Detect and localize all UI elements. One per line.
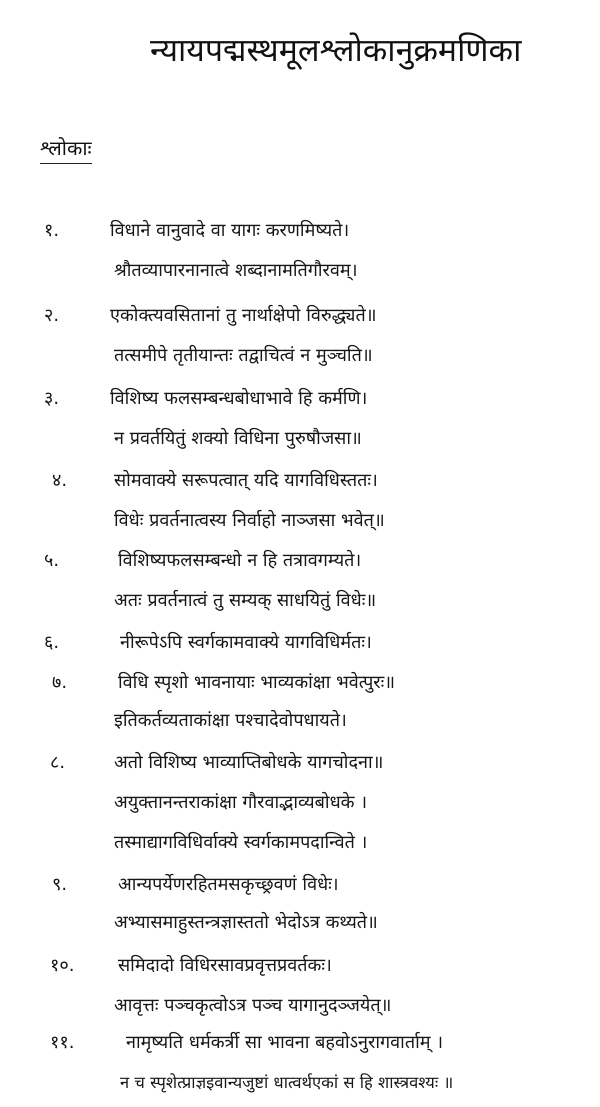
- verse-line: आवृत्तः पञ्चकृत्वोऽत्र पञ्च यागानुदञ्जयेत्॥: [114, 995, 392, 1016]
- verse-line: आन्यपर्येणरहितमसकृच्छ्रवणं विधेः।: [118, 874, 339, 895]
- verse-line: अभ्यासमाहुस्तन्त्रज्ञास्ततो भेदोऽत्र कथ्यते॥: [114, 912, 378, 933]
- verse-number: १०.: [50, 955, 75, 976]
- verse-line: तत्समीपे तृतीयान्तः तद्वाचित्वं न मुञ्चति॥: [114, 345, 373, 366]
- verse-line: नामृष्यति धर्मकर्त्री सा भावना बहवोऽनुरागवार्ताम् ।: [126, 1032, 444, 1053]
- verse-line: न प्रवर्तयितुं शक्यो विधिना पुरुषौजसा॥: [114, 428, 362, 449]
- verse-number: ८.: [50, 752, 66, 773]
- verse-number: ६.: [44, 632, 60, 653]
- verse-line: श्रौतव्यापारनानात्वे शब्दानामतिगौरवम्।: [114, 260, 358, 281]
- verse-number: १.: [44, 220, 60, 241]
- verse-line: अतः प्रवर्तनात्वं तु सम्यक् साधयितुं विधेः॥: [114, 590, 377, 611]
- verse-line: नीरूपेऽपि स्वर्गकामवाक्ये यागविधिर्मतः।: [120, 632, 372, 653]
- verse-number: ९.: [52, 874, 68, 895]
- verse-line: अतो विशिष्य भाव्याप्तिबोधके यागचोदना॥: [114, 752, 384, 773]
- verse-line: इतिकर्तव्यताकांक्षा पश्चादेवोपधायते।: [114, 710, 347, 731]
- verse-line: सोमवाक्ये सरूपत्वात् यदि यागविधिस्ततः।: [114, 470, 378, 491]
- verse-number: ११.: [50, 1032, 75, 1053]
- verse-number: ४.: [52, 470, 68, 491]
- verse-number: २.: [44, 305, 60, 326]
- verse-line: विधाने वानुवादे वा यागः करणमिष्यते।: [110, 220, 350, 241]
- verse-line: विशिष्यफलसम्बन्धो न हि तत्रावगम्यते।: [118, 550, 362, 571]
- verse-line: विधेः प्रवर्तनात्वस्य निर्वाहो नाञ्जसा भवेत्॥: [114, 510, 385, 531]
- verse-line: तस्माद्यागविधिर्वाक्ये स्वर्गकामपदान्विते ।: [114, 832, 368, 853]
- verse-number: ५.: [44, 550, 60, 571]
- page-title: न्यायपद्मस्थमूलश्लोकानुक्रमणिका: [150, 31, 522, 69]
- verse-number: ३.: [44, 388, 60, 409]
- verse-number: ७.: [52, 672, 68, 693]
- verse-line: विधि स्पृशो भावनायाः भाव्यकांक्षा भवेत्पुरः॥: [118, 672, 396, 693]
- verse-line: समिदादो विधिरसावप्रवृत्तप्रवर्तकः।: [118, 955, 332, 976]
- verse-line: एकोक्त्यवसितानां तु नार्थाक्षेपो विरुद्ध्यते॥: [110, 305, 377, 326]
- verse-line: न च स्पृशेत्प्राज्ञइवान्यजुष्टां धात्वर्थएकां स हि शास्त्रवश्यः ॥: [120, 1073, 454, 1092]
- section-heading: श्लोकाः: [40, 134, 92, 164]
- verse-line: विशिष्य फलसम्बन्धबोधाभावे हि कर्मणि।: [110, 388, 368, 409]
- verse-line: अयुक्तानन्तराकांक्षा गौरवाद्भाव्यबोधके ।: [114, 792, 368, 813]
